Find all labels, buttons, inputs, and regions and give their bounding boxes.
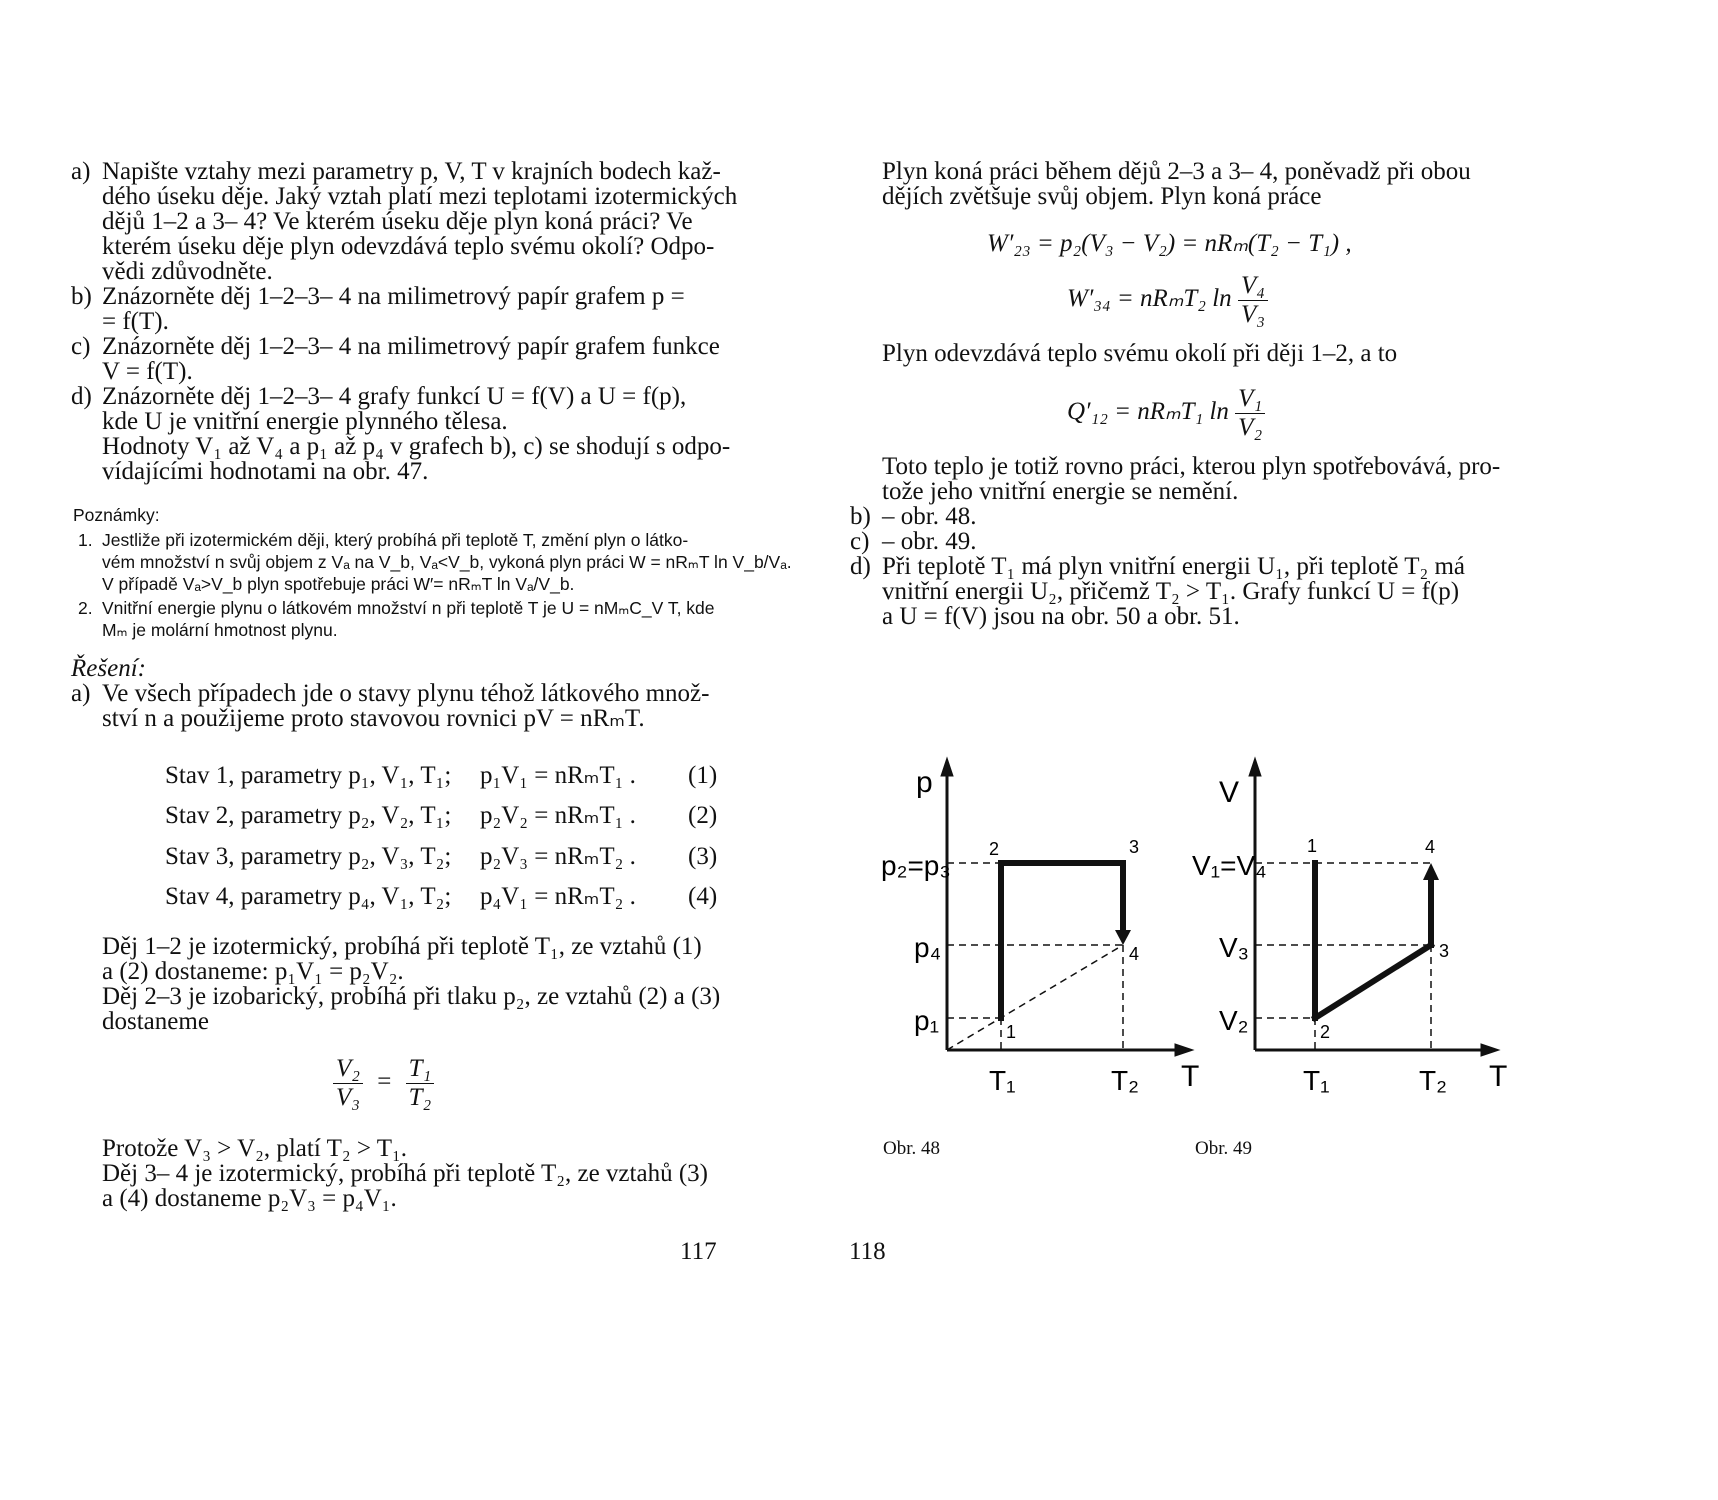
fig48-y-arrow: [941, 758, 953, 776]
right-item-c-text: – obr. 49.: [882, 528, 977, 555]
solution-a-line: ství n a použijeme proto stavovou rovnici pV = nRₘT.: [102, 705, 645, 732]
state-1-eq: p₁V₁ = nRₘT₁ .: [480, 762, 636, 789]
fig48-y-label: p: [916, 766, 933, 799]
figure-49: [1189, 750, 1549, 1100]
state-1-text: Stav 1, parametry p₁, V₁, T₁;: [165, 762, 452, 789]
item-c-line: V = f(T).: [102, 358, 193, 385]
right-para3-line: tože jeho vnitřní energie se nemění.: [882, 478, 1239, 505]
para2-line: Děj 3– 4 je izotermický, probíhá při teplotě T₂, ze vztahů (3): [102, 1160, 708, 1187]
item-a-label: a): [71, 158, 91, 185]
solution-title: Řešení:: [71, 655, 146, 682]
right-item-c-label: c): [850, 528, 870, 555]
frac-den-left: V₃: [336, 1084, 360, 1111]
frac-num-left: V₂: [333, 1055, 363, 1084]
note-1-line: vém množství n svůj objem z Vₐ na V_b, Vₐ<V_b, vykoná plyn práci W = nRₘT ln V_b/Vₐ.: [102, 552, 792, 572]
item-d-line: kde U je vnitřní energie plynného tělesa.: [102, 408, 508, 435]
item-a-line: kterém úseku děje plyn odevzdává teplo svému okolí? Odpo-: [102, 233, 715, 260]
fig49-point-2: 2: [1320, 1022, 1331, 1042]
fraction-equation: [333, 1055, 434, 1112]
item-a-line: vědi zdůvodněte.: [102, 258, 273, 285]
right-item-d-line: vnitřní energii U₂, přičemž T₂ > T₁. Grafy funkcí U = f(p): [882, 578, 1460, 605]
para2-line: a (4) dostaneme p₂V₃ = p₄V₁.: [102, 1185, 397, 1212]
fig49-tick-v3: V₃: [1219, 932, 1250, 963]
fig48-point-2: 2: [989, 839, 1000, 859]
item-d-label: d): [71, 383, 92, 410]
fig49-x-arrow: [1481, 1044, 1499, 1056]
item-d-line: Znázorněte děj 1–2–3– 4 grafy funkcí U = f(V) a U = f(p),: [102, 383, 687, 410]
item-c-label: c): [71, 333, 91, 360]
heat-12-num: V₁: [1235, 385, 1265, 414]
state-3-eq: p₂V₃ = nRₘT₂ .: [480, 843, 636, 870]
work-34-den: V₃: [1240, 301, 1265, 328]
state-4-eq: p₄V₁ = nRₘT₂ .: [480, 883, 636, 910]
state-2-eq: p₂V₂ = nRₘT₁ .: [480, 802, 636, 829]
note-2-line: Vnitřní energie plynu o látkovém množství n při teplotě T je U = nMₘC_V T, kde: [102, 598, 715, 618]
fig48-tick-t1: T₁: [989, 1065, 1016, 1096]
item-a-line: dého úseku děje. Jaký vztah platí mezi teplotami izotermických: [102, 183, 738, 210]
fig49-tick-t1: T₁: [1303, 1065, 1330, 1096]
frac-equals: =: [377, 1068, 392, 1096]
fig49-segment-2-3: [1315, 945, 1431, 1018]
fig49-x-label: T: [1489, 1060, 1508, 1093]
item-c-line: Znázorněte děj 1–2–3– 4 na milimetrový papír grafem funkce: [102, 333, 720, 360]
fig48-isochore: [947, 945, 1123, 1050]
item-b-label: b): [71, 283, 92, 310]
heat-12-den: V₂: [1238, 414, 1263, 441]
fig49-y-arrow: [1249, 758, 1261, 776]
state-4-num: (4): [688, 883, 718, 910]
figure-48: [859, 750, 1209, 1100]
fig49-caption: Obr. 49: [1195, 1138, 1252, 1159]
fig49-tick-v1v4: V₁=V₄: [1192, 850, 1267, 881]
right-item-b-text: – obr. 48.: [882, 503, 977, 530]
fig48-x-label: T: [1181, 1060, 1200, 1093]
right-para1-line: dějích zvětšuje svůj objem. Plyn koná práce: [882, 183, 1322, 210]
work-23-equation: W′₂₃ = p₂(V₃ − V₂) = nRₘ(T₂ − T₁) ,: [987, 230, 1352, 257]
fig48-tick-p4: p₄: [914, 932, 942, 963]
note-paragraph-line: Hodnoty V₁ až V₄ a p₁ až p₄ v grafech b), c) se shodují s odpo-: [102, 433, 731, 460]
state-1-num: (1): [688, 762, 718, 789]
item-a-line: Napište vztahy mezi parametry p, V, T v krajních bodech kaž-: [102, 158, 721, 185]
fig49-arrowhead: [1423, 863, 1439, 880]
page-number: 118: [849, 1238, 886, 1265]
fig48-point-4: 4: [1129, 944, 1140, 964]
item-b-line: = f(T).: [102, 308, 169, 335]
para1-line: Děj 2–3 je izobarický, probíhá při tlaku p₂, ze vztahů (2) a (3): [102, 983, 721, 1010]
fig48-point-3: 3: [1129, 837, 1140, 857]
note-paragraph-line: vídajícími hodnotami na obr. 47.: [102, 458, 429, 485]
work-34-left: W′₃₄ = nRₘT₂ ln: [1067, 285, 1232, 313]
para1-line: a (2) dostaneme: p₁V₁ = p₂V₂.: [102, 958, 404, 985]
fig48-point-1: 1: [1006, 1022, 1017, 1042]
heat-12-equation: [1067, 385, 1265, 442]
fig49-point-1: 1: [1307, 836, 1318, 856]
para1-line: dostaneme: [102, 1008, 209, 1035]
note-2-num: 2.: [78, 598, 93, 618]
fig49-tick-v2: V₂: [1219, 1005, 1249, 1036]
fig49-tick-t2: T₂: [1419, 1065, 1447, 1096]
right-para1-line: Plyn koná práci během dějů 2–3 a 3– 4, poněvadž při obou: [882, 158, 1471, 185]
right-item-b-label: b): [850, 503, 871, 530]
item-a-line: dějů 1–2 a 3– 4? Ve kterém úseku děje plyn koná práci? Ve: [102, 208, 693, 235]
state-3-num: (3): [688, 843, 718, 870]
fig48-tick-p1: p₁: [914, 1005, 940, 1036]
fig49-point-4: 4: [1425, 837, 1436, 857]
note-2-line: Mₘ je molární hmotnost plynu.: [102, 620, 338, 640]
state-4-text: Stav 4, parametry p₄, V₁, T₂;: [165, 883, 452, 910]
state-2-num: (2): [688, 802, 718, 829]
right-item-d-label: d): [850, 553, 871, 580]
notes-title: Poznámky:: [73, 505, 160, 525]
fig48-caption: Obr. 48: [883, 1138, 940, 1159]
item-b-line: Znázorněte děj 1–2–3– 4 na milimetrový papír grafem p =: [102, 283, 685, 310]
note-1-line: Jestliže při izotermickém ději, který probíhá při teplotě T, změní plyn o látko-: [102, 530, 689, 550]
work-34-num: V₄: [1238, 272, 1268, 301]
note-1-line: V případě Vₐ>V_b plyn spotřebuje práci W′= nRₘT ln Vₐ/V_b.: [102, 574, 575, 594]
right-page: [849, 0, 1718, 1500]
state-2-text: Stav 2, parametry p₂, V₂, T₁;: [165, 802, 452, 829]
note-1-num: 1.: [78, 530, 93, 550]
frac-den-right: T₂: [408, 1084, 432, 1111]
frac-num-right: T₁: [406, 1055, 435, 1084]
fig48-tick-t2: T₂: [1111, 1065, 1139, 1096]
right-para3-line: Toto teplo je totiž rovno práci, kterou plyn spotřebovává, pro-: [882, 453, 1501, 480]
right-item-d-line: Při teplotě T₁ má plyn vnitřní energii U₁, při teplotě T₂ má: [882, 553, 1465, 580]
para2-line: Protože V₃ > V₂, platí T₂ > T₁.: [102, 1135, 407, 1162]
page-number: 117: [680, 1238, 717, 1265]
fig48-tick-p2p3: p₂=p₃: [881, 850, 951, 881]
fig48-arrowhead: [1115, 930, 1131, 945]
para1-line: Děj 1–2 je izotermický, probíhá při teplotě T₁, ze vztahů (1): [102, 933, 702, 960]
work-34-equation: [1067, 272, 1268, 329]
solution-a-label: a): [71, 680, 91, 707]
heat-12-left: Q′₁₂ = nRₘT₁ ln: [1067, 398, 1229, 426]
solution-a-line: Ve všech případech jde o stavy plynu téhož látkového množ-: [102, 680, 710, 707]
fig49-point-3: 3: [1439, 941, 1450, 961]
right-item-d-line: a U = f(V) jsou na obr. 50 a obr. 51.: [882, 603, 1240, 630]
right-para2: Plyn odevzdává teplo svému okolí při ději 1–2, a to: [882, 340, 1398, 367]
state-3-text: Stav 3, parametry p₂, V₃, T₂;: [165, 843, 452, 870]
fig49-y-label: V: [1219, 776, 1240, 809]
